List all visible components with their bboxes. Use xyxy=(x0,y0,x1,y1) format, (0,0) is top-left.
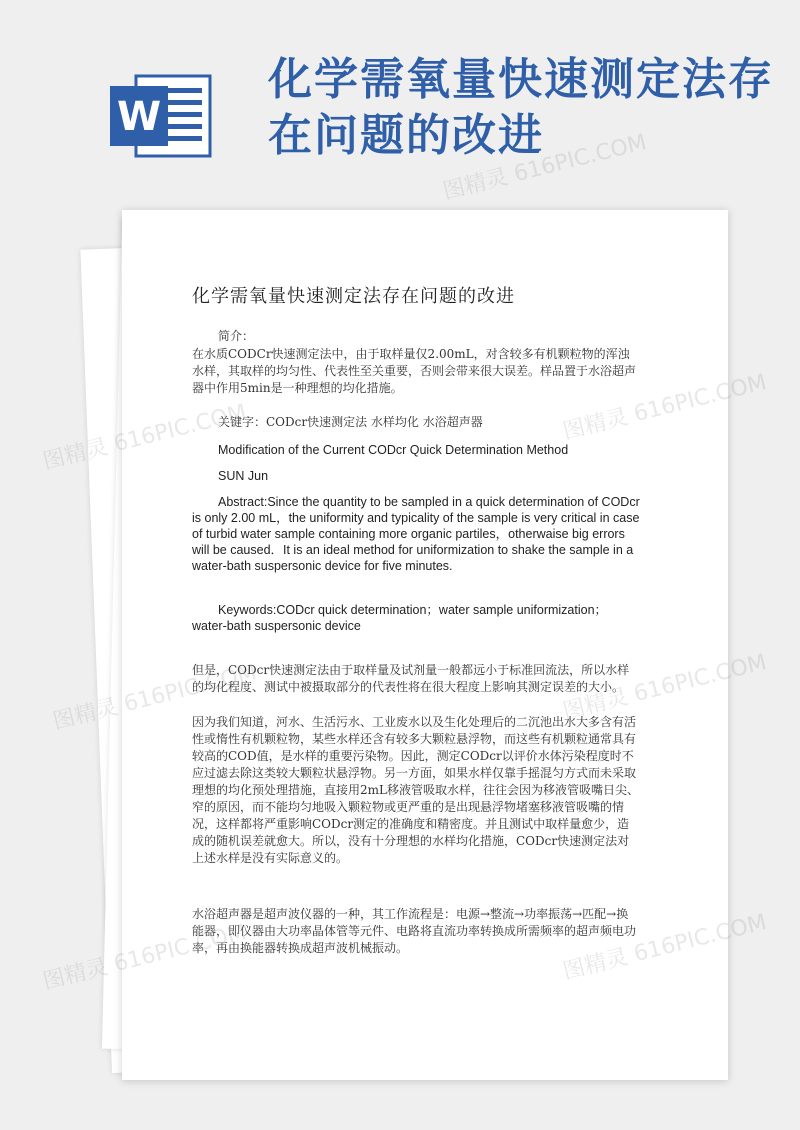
english-title: Modification of the Current CODcr Quick Determination Method xyxy=(218,443,569,457)
watermark: 图精灵 616PIC.COM xyxy=(440,130,650,205)
intro-label: 简介： xyxy=(218,329,255,343)
paragraph-3: 水浴超声器是超声波仪器的一种，其工作流程是：电源→整流→功率振荡→匹配→换能器，即仪器由大功率晶体管等元件、电路将直流功率转换成所需频率的超声频电功率，再由换能器转换成超声波机械振动。 xyxy=(192,907,637,955)
watermark: 图精灵 616PIC.COM xyxy=(50,660,260,735)
watermark: 图精灵 616PIC.COM xyxy=(560,910,770,985)
watermark: 图精灵 616PIC.COM xyxy=(560,650,770,725)
paragraph-2: 因为我们知道，河水、生活污水、工业废水以及生化处理后的二沉池出水大多含有活性或惰性有机颗粒物，某些水样还含有较多大颗粒悬浮物，而这些有机颗粒通常具有较高的COD值，是水样的重要污染物。因此，测定CODcr以评价水体污染程度时不应过滤去除这类较大颗粒状悬浮物。另一方面，如果水样仅靠手摇混匀方式而未采取理想的均化预处理措施，直接用2mL移液管吸取水样，往往会因为移液管吸嘴日尖、窄的原因，而不能均匀地吸入颗粒物或更严重的是出现悬浮物堵塞移液管吸嘴的情况，这样都将严重影响CODcr测定的准确度和精密度。并且测试中取样量愈少，造成的随机误差就愈大。所以，没有十分理想的水样均化措施，CODcr快速测定法对上述水样是没有实际意义的。 xyxy=(192,715,639,865)
watermark: 图精灵 616PIC.COM xyxy=(560,370,770,445)
keywords-en: Keywords:CODcr quick determination；water sample uniformization；water-bath suspersonic device xyxy=(192,603,608,633)
word-document-icon xyxy=(108,70,216,160)
author: SUN Jun xyxy=(218,469,269,483)
document-title: 化学需氧量快速测定法存在问题的改进 xyxy=(192,286,515,307)
word-icon-letter: W xyxy=(116,94,162,140)
abstract: Abstract:Since the quantity to be sampled in a quick determination of CODcr is only 2.00 mL，the uniformity and typicality of the sample is very critical in case of turbid water sample containing more organic partiles，otherwaise big errors will be caused．It is an ideal method for uniformization to shake the sample in a water-bath suspersonic device for five minutes. xyxy=(192,495,640,573)
intro-text: 在水质CODCr快速测定法中，由于取样量仅2.00mL，对含较多有机颗粒物的浑浊水样，其取样的均匀性、代表性至关重要，否则会带来很大误差。样品置于水浴超声器中作用5min是一种理想的均化措施。 xyxy=(192,347,637,395)
banner-title: 化学需氧量快速测定法存在问题的改进 xyxy=(268,54,774,161)
paragraph-1: 但是，CODcr快速测定法由于取样量及试剂量一般都远小于标准回流法，所以水样的均化程度、测试中被摄取部分的代表性将在很大程度上影响其测定误差的大小。 xyxy=(192,663,630,694)
watermark: 图精灵 616PIC.COM xyxy=(40,920,250,995)
watermark: 图精灵 616PIC.COM xyxy=(40,400,250,475)
keywords-cn: 关键字：CODcr快速测定法 水样均化 水浴超声器 xyxy=(218,415,483,429)
document-page xyxy=(122,210,728,1080)
